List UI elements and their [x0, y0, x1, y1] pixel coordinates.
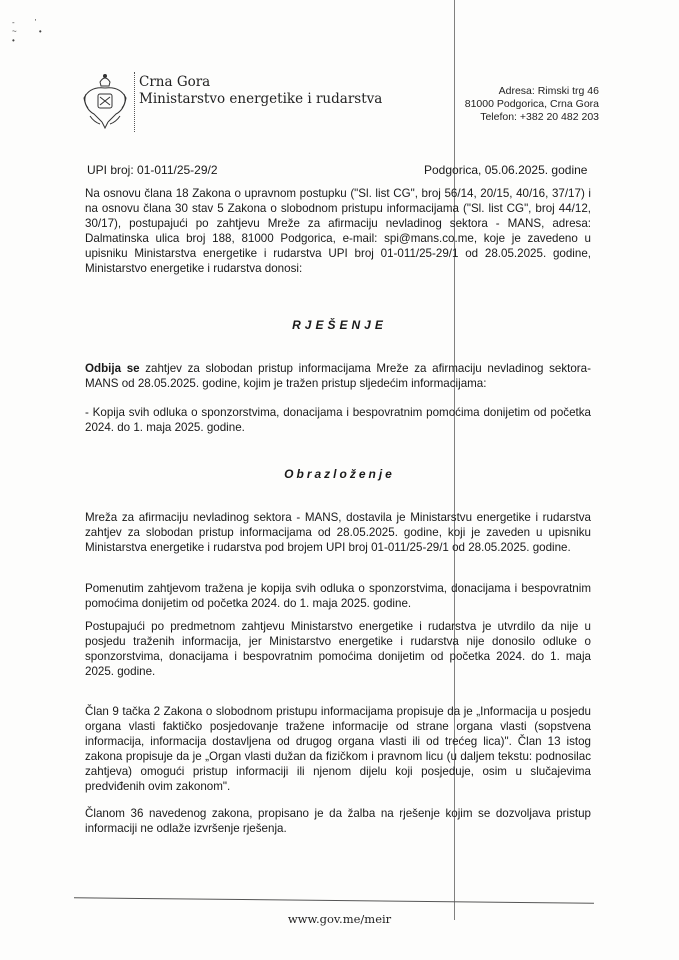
intro-paragraph: Na osnovu člana 18 Zakona o upravnom postupku ("Sl. list CG", broj 56/14, 20/15, 40/16, 37/17) i na osnovu člana 30 stav 5 Zakona o slobodnom pristupu informacijama ("Sl. list CG", broj 44/12, 30/17), postupajući po zahtjevu Mreže za afirmaciju nevladinog sektora - MANS, adresa: Dalmatinska ulica broj 188, 81000 Podgorica, e-mail: spi@mans.co.me, koje je zavedeno u upisniku Ministarstva energetike i rudarstva UPI broj 01-011/25-29/1 od 28.05.2025. godine, Ministarstvo energetike i rudarstva donosi: — [85, 187, 591, 275]
decision-lead: Odbija se — [85, 362, 140, 375]
coat-of-arms-icon — [80, 72, 130, 130]
ministry-name: Ministarstvo energetike i rudarstva — [139, 91, 383, 107]
footer-divider — [74, 897, 594, 903]
issuer-block — [139, 74, 382, 108]
reasoning-paragraph-5: Članom 36 navedenog zakona, propisano je da žalba na rješenje kojim se dozvoljava pristup informaciji ne odlaže izvršenje rješenja. — [85, 807, 591, 835]
address-line: Adresa: Rimski trg 46 — [498, 85, 599, 97]
decision-paragraph — [85, 361, 591, 391]
reasoning-paragraph-4: Član 9 tačka 2 Zakona o slobodnom pristupu informacijama propisuje da je „Informacija u posjedu organa vlasti faktičko posjedovanje tražene informacije od strane organa vlasti (sopstvena informacija, informacija dostavljena od drugog organa vlasti ili od trećeg lica)". Član 13 istog zakona propisuje da je „Organ vlasti dužan da fizičkom i pravnom licu (u daljem tekstu: podnosilac zahtjeva) omogući pristup informaciji ili njenom dijelu koji posjeduje, osim u slučajevima predviđenih ovim zakonom". — [85, 705, 591, 793]
phone-line: Telefon: +382 20 482 203 — [480, 111, 599, 123]
reasoning-paragraph-2: Pomenutim zahtjevom tražena je kopija svih odluka o sponzorstvima, donacijama i bespovratnim pomoćima donijetim od početka 2024. do 1. maja 2025. godine. — [85, 582, 591, 610]
decision-title: RJEŠENJE — [292, 318, 387, 332]
reasoning-paragraph-3: Postupajući po predmetnom zahtjevu Ministarstvo energetike i rudarstva je utvrdilo da nije u posjedu traženih informacija, jer Ministarstvo energetike i rudarstva nije donosilo odluke o sponzorstvima, donacijama i bespovratnim pomoćima donijetim od početka 2024. do 1. maja 2025. godine. — [85, 620, 591, 678]
scan-specks: - ' ~ • • — [12, 18, 42, 45]
header-divider — [134, 72, 135, 132]
address-block — [465, 85, 599, 124]
footer-url[interactable]: www.gov.me/meir — [287, 912, 392, 926]
country-name: Crna Gora — [139, 74, 211, 90]
place-date: Podgorica, 05.06.2025. godine — [424, 163, 588, 177]
decision-text: zahtjev za slobodan pristup informacijama Mreže za afirmaciju nevladinog sektora-MANS od 28.05.2025. godine, kojim je tražen pristup sljedećim informacijama: — [85, 362, 591, 390]
upi-number: UPI broj: 01-011/25-29/2 — [87, 163, 218, 177]
reasoning-title: Obrazloženje — [284, 467, 395, 481]
reasoning-paragraph-1: Mreža za afirmaciju nevladinog sektora - MANS, dostavila je Ministarstvu energetike i rudarstva zahtjev za slobodan pristup informacijama od 28.05.2025. godine, koji je zaveden u upisniku Ministarstva energetike i rudarstva pod brojem UPI broj 01-011/25-29/1 od 28.05.2025. godine. — [85, 511, 591, 554]
address-line: 81000 Podgorica, Crna Gora — [464, 98, 599, 110]
decision-item: - Kopija svih odluka o sponzorstvima, donacijama i bespovratnim pomoćima donijetim od početka 2024. do 1. maja 2025. godine. — [85, 406, 591, 434]
